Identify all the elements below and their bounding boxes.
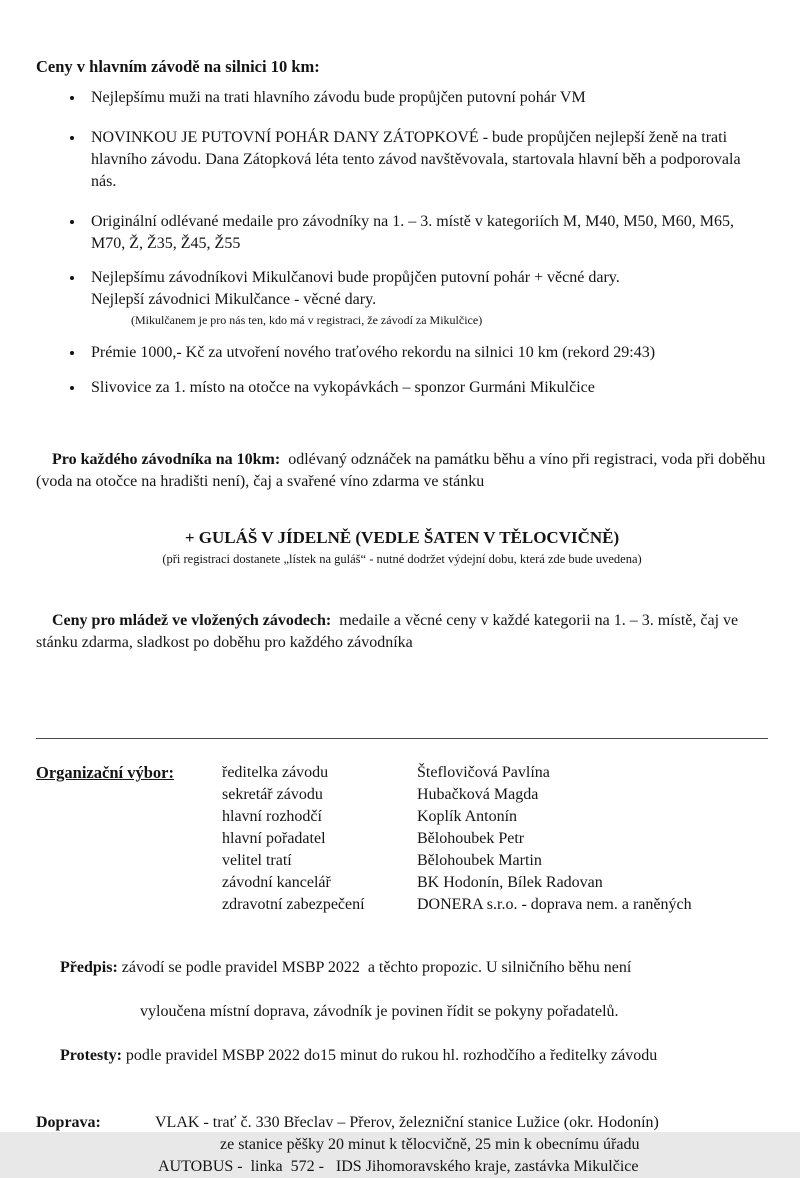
paragraph-every-racer	[36, 427, 768, 515]
rules-predpis-continuation: vyloučena místní doprava, závodník je povinen řídit se pokyny pořadatelů.	[140, 1003, 619, 1020]
table-row	[222, 828, 768, 850]
rules-predpis-line	[36, 935, 768, 1001]
bullet-footnote: (Mikulčanem je pro nás ten, kdo má v registraci, že závodí za Mikulčice)	[131, 313, 483, 327]
section-heading-main-race-prizes: Ceny v hlavním závodě na silnici 10 km:	[36, 57, 320, 76]
paragraph-youth-prizes	[36, 588, 768, 676]
organizing-committee-table	[222, 762, 768, 916]
rules-predpis-text: závodí se podle pravidel MSBP 2022 a těchto propozic. U silničního běhu není	[117, 959, 632, 976]
main-race-prizes-list	[36, 87, 768, 399]
bullet-text: Nejlepší závodnici Mikulčance - věcné dary.	[91, 291, 377, 308]
table-row	[222, 762, 768, 784]
rules-predpis-label: Předpis:	[60, 959, 118, 976]
table-row	[222, 850, 768, 872]
role-cell: hlavní rozhodčí	[222, 808, 322, 825]
bullet-item	[85, 377, 768, 399]
name-cell: Šteflovičová Pavlína	[417, 764, 550, 781]
bullet-item	[85, 127, 768, 193]
name-cell: Bělohoubek Martin	[417, 852, 542, 869]
organizing-committee-section	[36, 762, 768, 916]
bullet-text: Nejlepšímu muži na trati hlavního závodu bude propůjčen putovní pohár VM	[91, 89, 586, 106]
transport-train-text: VLAK - trať č. 330 Břeclav – Přerov, železniční stanice Lužice (okr. Hodonín)	[155, 1114, 659, 1131]
table-row	[222, 894, 768, 916]
bullet-text: Prémie 1000,- Kč za utvoření nového traťového rekordu na silnici 10 km (rekord 29:43)	[91, 344, 656, 361]
name-cell: DONERA s.r.o. - doprava nem. a raněných	[417, 896, 692, 913]
name-cell: BK Hodonín, Bílek Radovan	[417, 874, 603, 891]
name-cell: Bělohoubek Petr	[417, 830, 525, 847]
bullet-item	[85, 211, 768, 255]
rules-protesty-label: Protesty:	[60, 1047, 122, 1064]
rules-protesty-line	[36, 1023, 768, 1089]
transport-section	[36, 1112, 768, 1178]
role-cell: hlavní pořadatel	[222, 830, 326, 847]
role-cell: sekretář závodu	[222, 786, 323, 803]
bullet-item	[85, 267, 768, 329]
section-divider	[36, 738, 768, 739]
transport-label: Doprava:	[36, 1114, 101, 1131]
gulas-heading: + GULÁŠ V JÍDELNĚ (VEDLE ŠATEN V TĚLOCVIČNĚ)	[184, 528, 620, 547]
bullet-text: Nejlepšímu závodníkovi Mikulčanovi bude propůjčen putovní pohár + věcné dary.	[91, 269, 620, 286]
paragraph-lead-label: Ceny pro mládež ve vložených závodech:	[52, 612, 332, 629]
rules-protesty-text: podle pravidel MSBP 2022 do15 minut do rukou hl. rozhodčího a ředitelky závodu	[121, 1047, 658, 1064]
role-cell: závodní kancelář	[222, 874, 331, 891]
gulas-note: (při registraci dostanete „lístek na guláš“ - nutné dodržet výdejní dobu, která zde bude uvedena)	[162, 552, 642, 566]
name-cell: Hubačková Magda	[417, 786, 539, 803]
role-cell: ředitelka závodu	[222, 764, 329, 781]
role-cell: zdravotní zabezpečení	[222, 896, 365, 913]
transport-train-line	[36, 1112, 768, 1134]
bullet-item	[85, 342, 768, 364]
name-cell: Koplík Antonín	[417, 808, 518, 825]
rules-section	[36, 935, 768, 1089]
transport-bus-line: AUTOBUS - linka 572 - IDS Jihomoravského kraje, zastávka Mikulčice	[158, 1158, 639, 1175]
bullet-text: Originální odlévané medaile pro závodníky na 1. – 3. místě v kategoriích M, M40, M50, M60, M65, M70, Ž, Ž35, Ž45, Ž55	[91, 213, 734, 252]
bullet-text: NOVINKOU JE PUTOVNÍ POHÁR DANY ZÁTOPKOVÉ - bude propůjčen nejlepší ženě na trati hlavního závodu. Dana Zátopková léta tento závod navštěvovala, startovala hlavní běh a podporovala nás.	[91, 129, 741, 190]
bullet-text: Slivovice za 1. místo na otočce na vykopávkách – sponzor Gurmáni Mikulčice	[91, 379, 595, 396]
transport-walk-line: ze stanice pěšky 20 minut k tělocvičně, 25 min k obecnímu úřadu	[220, 1136, 640, 1153]
paragraph-text: medaile a věcné ceny v každé kategorii na 1. – 3. místě, čaj ve stánku zdarma, sladkost po doběhu pro každého závodníka	[36, 612, 743, 651]
table-row	[222, 806, 768, 828]
table-row	[222, 784, 768, 806]
table-row	[222, 872, 768, 894]
bullet-item	[85, 87, 768, 109]
paragraph-text: odlévaný odznáček na památku běhu a víno při registraci, voda při doběhu (voda na otočce na hradišti není), čaj a svařené víno zdarma ve stánku	[36, 451, 770, 490]
organizing-committee-label: Organizační výbor:	[36, 763, 174, 782]
role-cell: velitel tratí	[222, 852, 292, 869]
paragraph-lead-label: Pro každého závodníka na 10km:	[52, 451, 281, 468]
